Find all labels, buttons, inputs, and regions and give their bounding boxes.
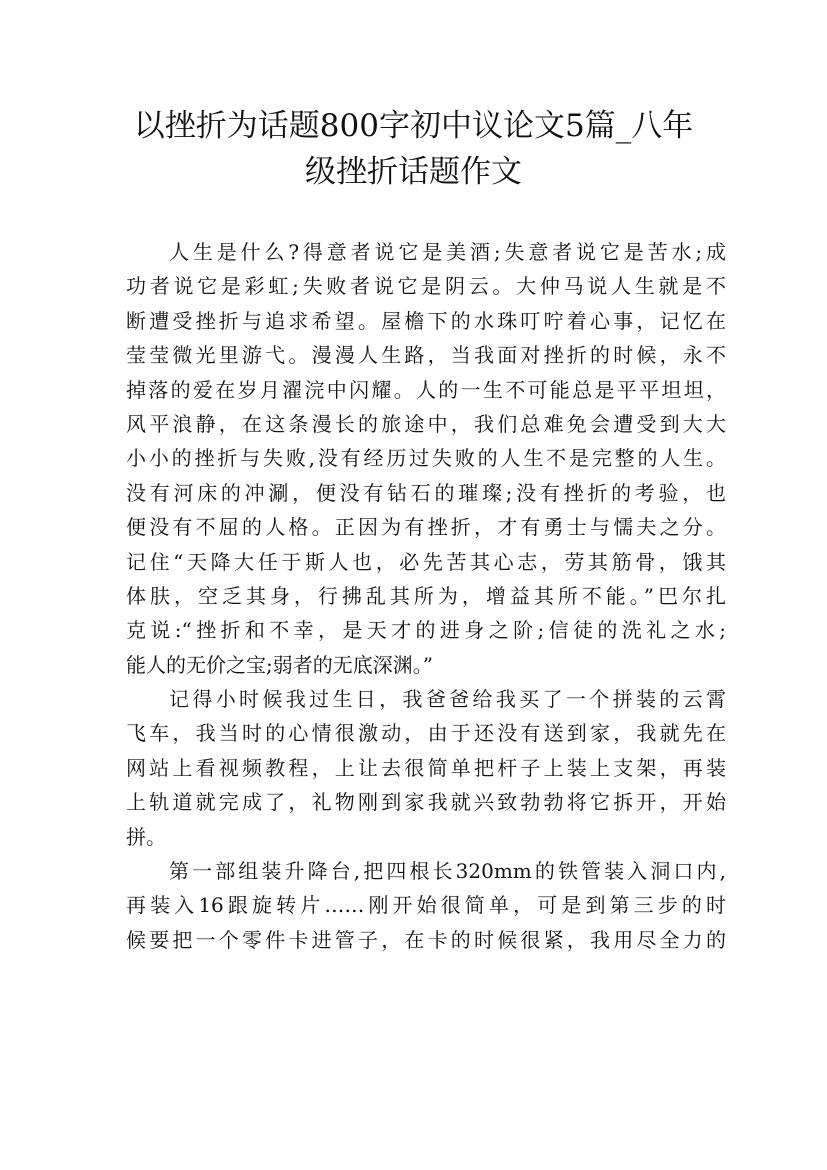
text-line: 小小的挫折与失败,没有经历过失败的人生不是完整的人生。 — [126, 446, 726, 471]
text-line: 记得小时候我过生日，我爸爸给我买了一个拼装的云霄 — [169, 687, 726, 712]
title-line: 级挫折话题作文 — [305, 154, 522, 190]
text-line: 第一部组装升降台,把四根长320mm的铁管装入洞口内, — [169, 859, 726, 884]
text-line: 掉落的爱在岁月濯浣中闪耀。人的一生不可能总是平平坦坦， — [126, 377, 726, 402]
text-line: 飞车，我当时的心情很激动，由于还没有送到家，我就先在 — [126, 721, 726, 746]
document-title — [100, 103, 727, 195]
text-line: 莹莹微光里游弋。漫漫人生路，当我面对挫折的时候，永不 — [126, 343, 726, 368]
text-line: 网站上看视频教程，上让去很简单把杆子上装上支架，再装 — [126, 755, 726, 780]
text-line: 人生是什么?得意者说它是美酒;失意者说它是苦水;成 — [169, 240, 726, 264]
title-line: 以挫折为话题800字初中议论文5篇_八年 — [133, 108, 694, 144]
text-line: 能人的无价之宝;弱者的无底深渊。” — [126, 652, 433, 677]
text-line: 功者说它是彩虹;失败者说它是阴云。大仲马说人生就是不 — [126, 274, 726, 299]
text-line: 候要把一个零件卡进管子，在卡的时候很紧，我用尽全力的 — [126, 927, 726, 952]
text-line: 风平浪静，在这条漫长的旅途中，我们总难免会遭受到大大 — [126, 411, 726, 436]
paragraph-2 — [126, 682, 726, 854]
paragraph-1 — [126, 235, 726, 682]
text-line: 记住“天降大任于斯人也，必先苦其心志，劳其筋骨，饿其 — [126, 549, 726, 574]
text-line: 便没有不屈的人格。正因为有挫折，才有勇士与懦夫之分。 — [126, 515, 726, 540]
text-line: 上轨道就完成了，礼物刚到家我就兴致勃勃将它拆开，开始 — [126, 790, 726, 815]
text-line: 拼。 — [126, 824, 166, 849]
text-line: 断遭受挫折与追求希望。屋檐下的水珠叮咛着心事，记忆在 — [126, 308, 726, 333]
text-line: 体肤，空乏其身，行拂乱其所为，增益其所不能。”巴尔扎 — [126, 583, 726, 608]
text-line: 再装入16跟旋转片……刚开始很简单，可是到第三步的时 — [126, 893, 726, 918]
document-body — [126, 235, 726, 957]
text-line: 没有河床的冲涮，便没有钻石的璀璨;没有挫折的考验，也 — [126, 480, 726, 505]
text-line: 克说:“挫折和不幸，是天才的进身之阶;信徒的洗礼之水; — [126, 618, 726, 643]
paragraph-3 — [126, 854, 726, 957]
